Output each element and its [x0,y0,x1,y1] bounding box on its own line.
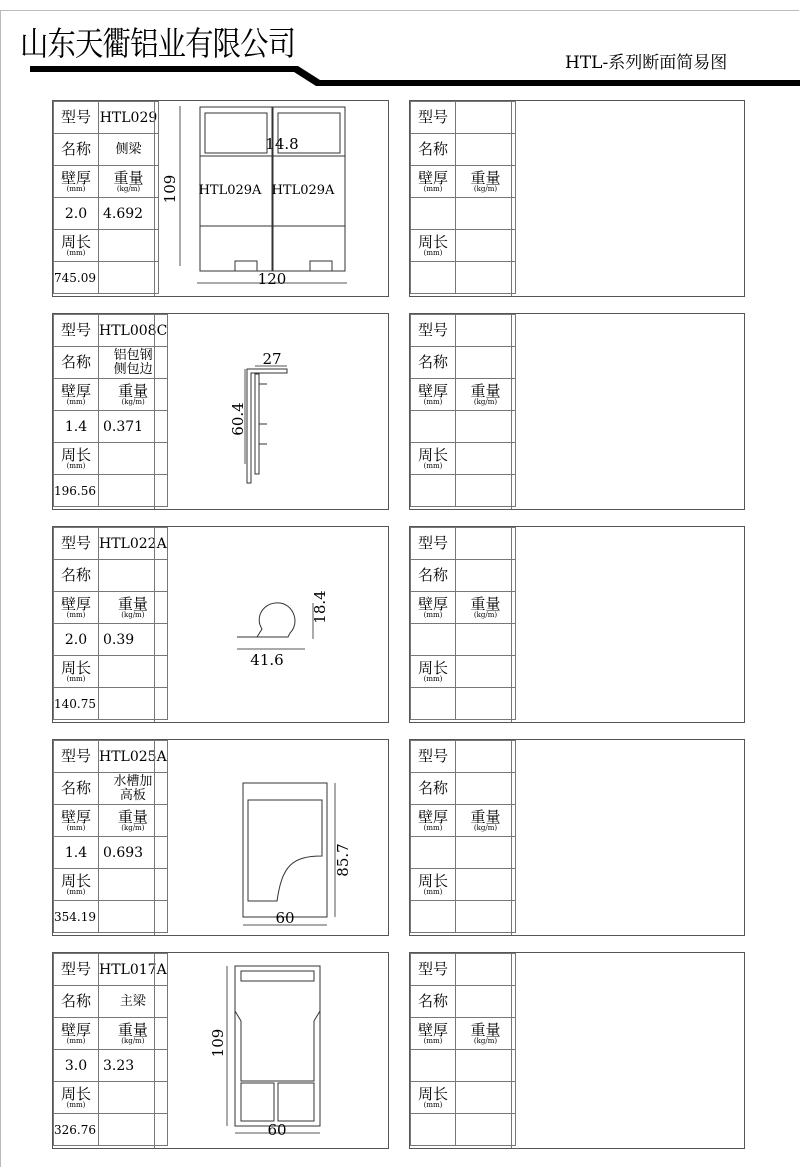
inner-label: HTL029A [271,183,335,198]
name-label: 名称 [60,566,91,584]
thickness-value: 1.4 [64,418,88,435]
perimeter-value: 196.56 [54,483,96,498]
weight-value: 0.693 [103,844,144,861]
empty-profile-card [409,739,745,936]
empty-profile-card [409,313,745,510]
unit-label: (mm) [66,248,86,257]
perimeter-label: 周长 [417,1084,448,1103]
model-label: 型号 [60,321,91,339]
unit-label: (kg/m) [473,1036,498,1045]
unit-label: (kg/m) [473,184,498,193]
unit-label: (mm) [66,397,86,406]
spec-table [53,953,168,1146]
model-label: 型号 [60,108,91,126]
inner-label: HTL029A [198,183,262,198]
profile-drawing-empty [511,953,746,1148]
model-label: 型号 [60,534,91,552]
unit-label: (kg/m) [473,610,498,619]
name-value: 铝包钢 侧包边 [113,347,153,377]
perimeter-value: 326.76 [54,1122,96,1137]
profile-card [52,952,389,1149]
profile-drawing [154,314,390,509]
profile-card [52,313,389,510]
unit-label: (mm) [66,184,86,193]
wall-label: 壁厚 [60,168,91,187]
wall-label: 壁厚 [60,1020,91,1039]
name-label: 名称 [417,779,448,797]
weight-label: 重量 [470,594,501,613]
empty-profile-card [409,952,745,1149]
unit-label: (mm) [66,1100,86,1109]
perimeter-label: 周长 [417,445,448,464]
profile-drawing-empty [511,101,746,296]
spec-table [410,953,516,1146]
unit-label: (mm) [66,461,86,470]
weight-label: 重量 [117,807,148,826]
weight-label: 重量 [470,1020,501,1039]
catalog-subtitle: HTL-系列断面简易图 [565,53,728,73]
spec-table [53,314,168,507]
company-name: 山东天衢铝业有限公司 [20,24,296,63]
model-value: HTL025A [99,748,167,765]
dimension-label: 41.6 [250,651,284,669]
weight-label: 重量 [117,1020,148,1039]
thickness-value: 2.0 [64,631,88,648]
unit-label: (kg/m) [121,823,145,832]
perimeter-label: 周长 [417,658,448,677]
weight-label: 重量 [470,168,501,187]
wall-label: 壁厚 [417,807,448,826]
wall-label: 壁厚 [60,381,91,400]
unit-label: (mm) [423,248,443,257]
thickness-value: 1.4 [64,844,88,861]
model-label: 型号 [417,960,448,978]
thickness-value: 3.0 [64,1057,88,1074]
empty-profile-card [409,100,745,297]
dimension-label: 85.7 [334,843,352,877]
profile-drawing-empty [511,740,746,935]
perimeter-label: 周长 [417,232,448,251]
model-label: 型号 [60,747,91,765]
unit-label: (mm) [423,397,443,406]
dimension-label: 27 [262,350,282,368]
unit-label: (mm) [423,1036,443,1045]
name-label: 名称 [417,992,448,1010]
dimension-label: 60.4 [229,402,247,436]
wall-label: 壁厚 [417,168,448,187]
perimeter-label: 周长 [417,871,448,890]
dimension-label: 109 [161,174,179,204]
perimeter-value: 745.09 [54,270,96,285]
name-label: 名称 [417,140,448,158]
name-value: 主梁 [119,993,146,1009]
wall-label: 壁厚 [417,381,448,400]
unit-label: (mm) [66,1036,86,1045]
perimeter-label: 周长 [60,871,91,890]
weight-label: 重量 [117,594,148,613]
dimension-label: 109 [209,1028,227,1058]
perimeter-value: 140.75 [54,696,96,711]
spec-table [53,527,168,720]
model-label: 型号 [417,534,448,552]
unit-label: (mm) [423,887,443,896]
model-value: HTL022A [99,535,167,552]
unit-label: (mm) [423,610,443,619]
unit-label: (kg/m) [116,184,141,193]
profile-drawing [154,101,390,296]
unit-label: (mm) [66,887,86,896]
unit-label: (mm) [66,674,86,683]
name-value: 侧梁 [115,141,142,157]
empty-profile-card [409,526,745,723]
spec-table [410,314,516,507]
spec-table [410,101,516,294]
profile-drawing-empty [511,527,746,722]
weight-label: 重量 [113,168,144,187]
name-value: 水槽加 高板 [113,773,153,803]
unit-label: (mm) [66,610,86,619]
model-label: 型号 [417,747,448,765]
weight-value: 0.39 [103,631,135,648]
wall-label: 壁厚 [60,594,91,613]
spec-table [410,527,516,720]
thickness-value: 2.0 [64,205,88,222]
unit-label: (mm) [423,674,443,683]
weight-label: 重量 [118,381,149,400]
spec-table [410,740,516,933]
profile-card [52,526,389,723]
profile-drawing [154,740,390,935]
weight-value: 0.371 [103,418,144,435]
spec-table [53,740,168,933]
weight-label: 重量 [470,381,501,400]
name-label: 名称 [60,779,91,797]
spec-table [53,101,159,294]
unit-label: (mm) [423,461,443,470]
unit-label: (kg/m) [121,610,145,619]
profile-drawing-empty [511,314,746,509]
unit-label: (kg/m) [121,1036,145,1045]
model-value: HTL017A [99,961,167,978]
profile-drawing [154,953,390,1148]
wall-label: 壁厚 [417,594,448,613]
profile-card [52,100,389,297]
perimeter-label: 周长 [60,232,91,251]
name-label: 名称 [417,566,448,584]
weight-label: 重量 [470,807,501,826]
dimension-label: 14.8 [265,135,299,153]
perimeter-value: 354.19 [54,909,96,924]
unit-label: (mm) [423,823,443,832]
model-label: 型号 [417,321,448,339]
perimeter-label: 周长 [60,1084,91,1103]
model-value: HTL008C [99,322,168,339]
unit-label: (mm) [66,823,86,832]
model-label: 型号 [60,960,91,978]
dimension-label: 18.4 [311,590,329,624]
dimension-label: 60 [267,1121,287,1139]
profile-drawing [154,527,390,722]
unit-label: (mm) [423,184,443,193]
name-label: 名称 [60,140,91,158]
unit-label: (mm) [423,1100,443,1109]
wall-label: 壁厚 [60,807,91,826]
wall-label: 壁厚 [417,1020,448,1039]
unit-label: (kg/m) [473,823,498,832]
model-value: HTL029 [99,109,158,126]
weight-value: 4.692 [103,205,144,222]
model-label: 型号 [417,108,448,126]
unit-label: (kg/m) [473,397,498,406]
name-label: 名称 [60,353,91,371]
perimeter-label: 周长 [60,658,91,677]
profile-card [52,739,389,936]
perimeter-label: 周长 [60,445,91,464]
name-label: 名称 [60,992,91,1010]
header-rule [0,0,800,100]
dimension-label: 60 [275,909,295,927]
name-label: 名称 [417,353,448,371]
unit-label: (kg/m) [121,397,145,406]
weight-value: 3.23 [103,1057,135,1074]
dimension-label: 120 [257,270,287,288]
